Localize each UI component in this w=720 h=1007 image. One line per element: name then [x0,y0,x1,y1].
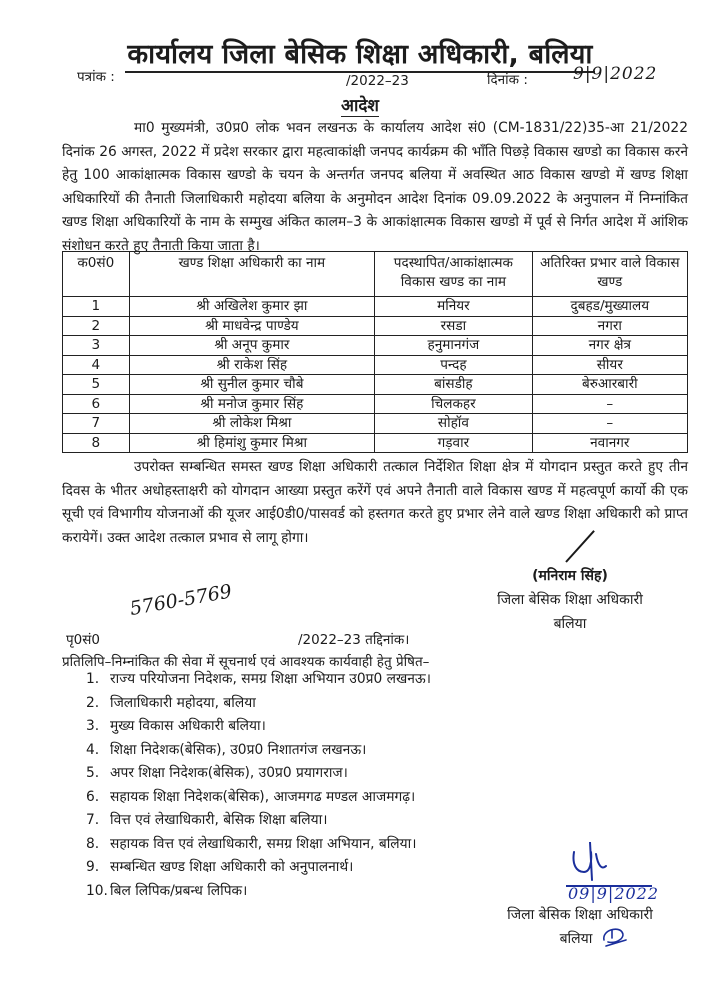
table-header-row [63,252,688,297]
column-header-posted-block: पदस्थापित/आकांक्षात्मक विकास खण्ड का नाम [375,252,532,297]
column-header-serial: क0सं0 [63,252,130,297]
signatory-2-block [490,903,670,951]
column-header-additional-charge: अतिरिक्त प्रभार वाले विकास खण्ड [532,252,687,297]
cell-posted-block: बांसडीह [375,375,532,395]
officer-posting-table [62,251,688,453]
column-header-officer-name: खण्ड शिक्षा अधिकारी का नाम [129,252,375,297]
cell-serial: 3 [63,336,130,356]
list-item: 9. सम्बन्धित खण्ड शिक्षा अधिकारी को अनुपालनार्थ। [86,859,354,875]
table-row [63,394,688,414]
signatory-name: (मनिराम सिंह) [532,568,608,584]
signatory-place: बलिया [553,616,587,632]
table-row [63,414,688,434]
copy-ref-year: /2022–23 तद्दिनांक। [298,632,410,648]
cell-additional-charge: – [532,414,687,434]
cell-posted-block: हनुमानगंज [375,336,532,356]
cell-posted-block: सोहॉव [375,414,532,434]
cell-serial: 5 [63,375,130,395]
date-label: दिनांक : [487,72,528,88]
cell-additional-charge: सीयर [532,355,687,375]
cell-additional-charge: – [532,394,687,414]
cell-serial: 1 [63,297,130,317]
letter-year: /2022–23 [346,73,409,89]
list-item: 4. शिक्षा निदेशक(बेसिक), उ0प्र0 निशातगंज लखनऊ। [86,741,367,758]
cell-posted-block: पन्दह [375,355,532,375]
list-item: 7. वित्त एवं लेखाधिकारी, बेसिक शिक्षा बलिया। [86,812,328,828]
letter-number-label: पत्रांक : [77,69,115,85]
cell-additional-charge: नवानगर [532,433,687,453]
list-item: 6. सहायक शिक्षा निदेशक(बेसिक), आजमगढ मण्डल आजमगढ़। [86,788,416,805]
cell-serial: 2 [63,316,130,336]
signatory-block [470,564,670,636]
cell-officer-name: श्री राकेश सिंह [129,355,375,375]
table-row [63,355,688,375]
copy-intro: प्रतिलिपि–निम्नांकित की सेवा में सूचनार्थ एवं आवश्यक कार्यवाही हेतु प्रेषित– [62,654,430,670]
table-row [63,297,688,317]
handwritten-ref-number: 5760-5769 [128,580,234,620]
cell-serial: 8 [63,433,130,453]
cell-posted-block: गड़वार [375,433,532,453]
cell-additional-charge: नगर क्षेत्र [532,336,687,356]
cell-officer-name: श्री माधवेन्द्र पाण्डेय [129,316,375,336]
cell-posted-block: रसडा [375,316,532,336]
list-item: 3. मुख्य विकास अधिकारी बलिया। [86,718,266,734]
signatory-designation: जिला बेसिक शिक्षा अधिकारी [497,592,643,608]
office-title: कार्यालय जिला बेसिक शिक्षा अधिकारी, बलिया [0,34,720,71]
signatory-2-designation: जिला बेसिक शिक्षा अधिकारी [507,907,653,923]
cell-additional-charge: नगरा [532,316,687,336]
cell-posted-block: मनियर [375,297,532,317]
intro-paragraph: मा0 मुख्यमंत्री, उ0प्र0 लोक भवन लखनऊ के कार्यालय आदेश सं0 (CM-1831/22)35-आ 21/2022 दिनांक 26 अगस्त, 2022 में प्रदेश सरकार द्वारा महत्वाकांक्षी जनपद कार्यक्रम की भाँति पिछड़े विकास खण्डो का विकास करने हेतु 100 आकांक्षात्मक विकास खण्डो के चयन के अन्तर्गत जनपद बलिया में अवस्थित आठ विकास खण्डो में खण्ड शिक्षा अधिकारियों की तैनाती जिलाधिकारी महोदया बलिया के अनुमोदन आदेश दिनांक 09.09.2022 के अनुपालन में निम्नांकित खण्ड शिक्षा अधिकारियों के नाम के सम्मुख अंकित कालम–3 के आकांक्षात्मक विकास खण्डो में पूर्व से निर्गत आदेश में आंशिक संशोधन करते हुए तैनाती किया जाता है। [62,120,688,254]
table-row [63,433,688,453]
recipient-list [86,668,431,903]
cell-serial: 7 [63,414,130,434]
list-item: 10. बिल लिपिक/प्रबन्ध लिपिक। [86,882,248,899]
cell-additional-charge: दुबहड/मुख्यालय [532,297,687,317]
list-item: 8. सहायक वित्त एवं लेखाधिकारी, समग्र शिक्षा अभियान, बलिया। [86,835,417,852]
cell-officer-name: श्री लोकेश मिश्रा [129,414,375,434]
cell-officer-name: श्री हिमांशु कुमार मिश्रा [129,433,375,453]
cell-serial: 6 [63,394,130,414]
cell-officer-name: श्री मनोज कुमार सिंह [129,394,375,414]
copy-ref-label: पृ0सं0 [66,632,100,648]
table-row [63,336,688,356]
list-item: 1. राज्य परियोजना निदेशक, समग्र शिक्षा अभियान उ0प्र0 लखनऊ। [86,671,431,687]
cell-officer-name: श्री सुनील कुमार चौबे [129,375,375,395]
handwritten-sign-date: 09|9|2022 [568,884,660,903]
handwritten-date: 9|9|2022 [573,64,658,84]
table-row [63,316,688,336]
list-item: 2. जिलाधिकारी महोदया, बलिया [86,694,256,711]
cell-officer-name: श्री अनूप कुमार [129,336,375,356]
cell-serial: 4 [63,355,130,375]
initials-stamp-icon [600,926,630,950]
closing-paragraph: उपरोक्त सम्बन्धित समस्त खण्ड शिक्षा अधिकारी तत्काल निर्देशित शिक्षा क्षेत्र में योगदान प्रस्तुत करते हुए तीन दिवस के भीतर अधोहस्ताक्षरी को योगदान आख्या प्रस्तुत करेंगें एवं अपने तैनाती वाले विकास खण्ड में महत्वपूर्ण कार्यो की एक सूची एवं विभागीय योजनाओं की यूजर आई0डी0/पासवर्ड को हस्तगत करते हुए प्रभार लेने वाले खण्ड शिक्षा अधिकारी को प्राप्त करायेगें। उक्त आदेश तत्काल प्रभाव से लागू होगा। [62,459,688,546]
cell-officer-name: श्री अखिलेश कुमार झा [129,297,375,317]
list-item: 5. अपर शिक्षा निदेशक(बेसिक), उ0प्र0 प्रयागराज। [86,765,348,781]
table-row [63,375,688,395]
cell-additional-charge: बेरुआरबारी [532,375,687,395]
cell-posted-block: चिलकहर [375,394,532,414]
signatory-2-place: बलिया [559,931,593,947]
order-heading: आदेश [341,96,379,116]
